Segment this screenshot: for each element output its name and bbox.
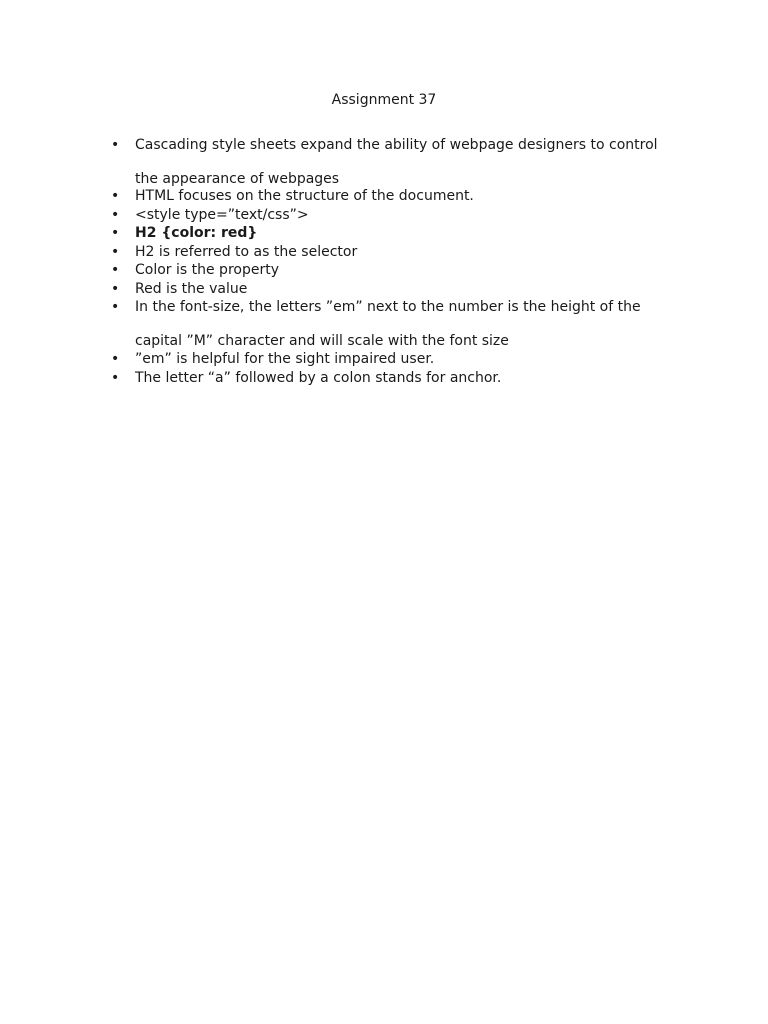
list-item-text-continued: capital ”M” character and will scale with the font size <box>135 333 509 349</box>
list-item-text: In the font-size, the letters ”em” next to the number is the height of the <box>135 299 641 315</box>
list-item-text: ”em” is helpful for the sight impaired user. <box>135 351 435 367</box>
bullet-icon: • <box>111 299 120 315</box>
bullet-icon: • <box>111 351 120 367</box>
bullet-icon: • <box>111 137 120 153</box>
bullet-icon: • <box>111 281 120 297</box>
list-item-text: Cascading style sheets expand the ability of webpage designers to control <box>135 137 658 153</box>
bullet-icon: • <box>111 207 120 223</box>
list-item-text: <style type=”text/css”> <box>135 207 309 223</box>
list-item-text-continued: the appearance of webpages <box>135 171 340 187</box>
list-item-text: H2 {color: red} <box>135 225 258 241</box>
list-item-text: The letter “a” followed by a colon stands for anchor. <box>135 370 502 386</box>
list-item-text: Color is the property <box>135 262 279 278</box>
bullet-icon: • <box>111 262 120 278</box>
bullet-icon: • <box>111 244 120 260</box>
list-item-text: H2 is referred to as the selector <box>135 244 358 260</box>
list-item-text: Red is the value <box>135 281 248 297</box>
bullet-icon: • <box>111 370 120 386</box>
bullet-icon: • <box>111 188 120 204</box>
list-item-text: HTML focuses on the structure of the document. <box>135 188 474 204</box>
bullet-icon: • <box>111 225 120 241</box>
document-title: Assignment 37 <box>331 92 437 108</box>
